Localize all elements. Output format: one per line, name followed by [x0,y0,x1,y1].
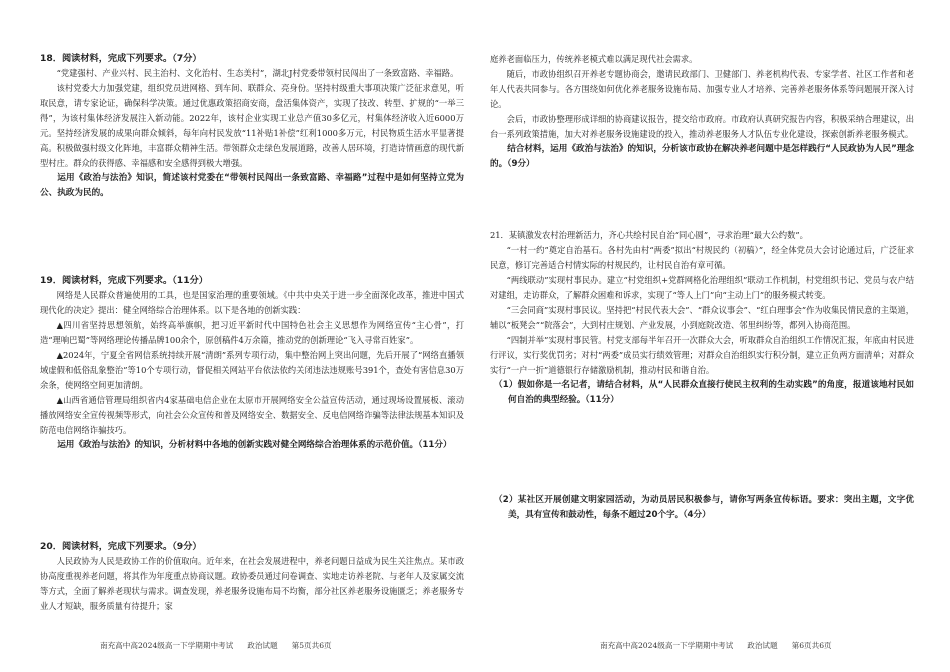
footer-school: 南充高中高2024级高一下学期期中考试 [600,641,734,650]
question-20-cont-para-3: 会后，市政协整理形成详细的协商建议报告，提交给市政府。市政府认真研究报告内容，积极采纳合理建议，出台一系列政策措施，加大对养老服务设施建设的投入，推动养老服务人才队伍专业化建设，探索创新养老服务模式。 [490,114,914,139]
question-21-para-3: “三会同商”实现村事民议。坚持把“村民代表大会”、“群众议事会”、“红白理事会”作为收集民情民意的主渠道，辅以“板凳会”“院落会”，大到村庄规划、产业发展，小到庭院改造、邻里纠纷等，都列入协商范围。 [490,305,914,330]
question-21-para-4: “四制并举”实现村事民管。村党支部每半年召开一次群众大会，听取群众自治组织工作情况汇报，年底由村民进行评议，实行奖优罚劣；对村“两委”成员实行绩效管理；对群众自治组织实行积分制，建立正负两方面清单；对群众实行“一户一折”道德银行存储激励机制，推动村民和谐自治。 [490,335,914,375]
question-21-part-2 [490,493,914,523]
question-21 [490,228,914,408]
right-page [490,0,914,672]
question-20-cont-para-2: 随后，市政协组织召开养老专题协商会，邀请民政部门、卫健部门、养老机构代表、专家学者、社区工作者和老年人代表共同参与。各方围绕如何优化养老服务设施布局、加强专业人才培养、完善养老服务体系等问题展开深入讨论。 [490,69,914,109]
question-19-title: 19．阅读材料，完成下列要求。（11分） [40,275,208,286]
question-20 [40,540,464,614]
question-21-sub-2: （2）某社区开展创建文明家园活动，为动员居民积极参与，请你写两条宣传标语。要求：突出主题，文字优美，具有宣传和鼓动性，每条不超过20个字。（4分） [494,495,914,520]
footer-page: 第6页共6页 [791,641,832,650]
question-20-continued [490,52,914,172]
left-page [40,0,464,672]
question-19-para-3: ▲2024年，宁夏全省网信系统持续开展“清朗”系列专项行动，集中整治网上突出问题，先后开展了“网络直播领域虚假和低俗乱象整治”等10个专项行动，督促相关网站平台依法依约关闭违法违规账号391个，查处有害信息30万余条，使网络空间更加清朗。 [40,350,464,390]
question-20-title: 20．阅读材料，完成下列要求。（9分） [40,541,202,552]
question-18-title: 18．阅读材料，完成下列要求。（7分） [40,53,202,64]
footer-page: 第5页共6页 [291,641,332,650]
question-19 [40,274,464,453]
question-18-para-1: “党建强村、产业兴村、民主治村、文化治村、生态美村”，湖北J村党委带领村民闯出了一条致富路、幸福路。 [56,68,459,78]
left-footer [100,640,346,651]
question-19-para-4: ▲山西省通信管理局组织省内4家基础电信企业在太原市开展网络安全公益宣传活动，通过现场设置展板、滚动播放网络安全宣传视频等形式，向社会公众宣传和普及网络安全、数据安全、反电信网络诈骗等法律法规基本知识及防范电信网络诈骗技巧。 [40,395,464,435]
question-18 [40,52,464,201]
question-18-para-2: 该村党委大力加强党建，组织党员进网格、到车间、联群众、亮身份。坚持村级重大事项决策广泛征求意见，听取民意，请专家论证，确保科学决策。通过优惠政策招商安商，盘活集体资产，实现了技改、转型、扩规的“一举三得”，为该村集体经济发展注入新动能。2022年，该村企业实现工业总产值30多亿元，村集体经济收入近6000万元。坚持经济发展的成果向群众倾斜，每年向村民发放“11补贴1补偿”红利1000多万元，村民物质生活水平显著提高。积极做强村级文化阵地，丰富群众精神生活。带领群众走绿色发展道路，改善人居环境，打造诗情画意的现代新型村庄。群众的获得感、幸福感和安全感得到极大增强。 [40,83,464,168]
question-19-para-1: 网络是人民群众普遍使用的工具，也是国家治理的重要领域。《中共中央关于进一步全面深化改革，推进中国式现代化的决定》提出：健全网络综合治理体系。以下是各地的创新实践： [40,290,464,315]
footer-subject: 政治试题 [747,641,778,650]
question-20-cont-para-1: 庭养老面临压力，传统养老模式难以满足现代社会需求。 [490,54,698,64]
question-21-title: 21．某镇激发农村治理新活力，齐心共绘村民自治“同心圆”，寻求治理“最大公约数”。 [490,230,808,240]
question-21-sub-1: （1）假如你是一名记者，请结合材料，从“人民群众直接行使民主权利的生动实践”的角度，报道该地村民如何自治的典型经验。（11分） [494,380,914,405]
footer-subject: 政治试题 [247,641,278,650]
right-footer [600,640,846,651]
question-20-para-1: 人民政协为人民是政协工作的价值取向。近年来，在社会发展进程中，养老问题日益成为民生关注焦点。某市政协高度重视养老问题，将其作为年度重点协商议题。政协委员通过问卷调查、实地走访养老院、与老年人及家属交流等方式，全面了解养老现状与需求。调查发现，养老服务设施布局不均衡，部分社区养老服务设施匮乏；养老服务专业人才短缺，服务质量有待提升；家 [40,556,464,611]
footer-school: 南充高中高2024级高一下学期期中考试 [100,641,234,650]
question-19-para-2: ▲四川省坚持思想领航，始终高举旗帜，把习近平新时代中国特色社会主义思想作为网络宣传“主心骨”，打造“理响巴蜀”等网络理论传播品牌100余个，原创稿件4万余篇，推动党的创新理论“飞入寻常百姓家”。 [40,320,464,345]
question-19-ask: 运用《政治与法治》的知识，分析材料中各地的创新实践对健全网络综合治理体系的示范价值。（11分） [57,440,452,450]
question-20-ask: 结合材料，运用《政治与法治》的知识，分析该市政协在解决养老问题中是怎样践行“人民政协为人民”理念的。（9分） [490,144,914,169]
question-18-ask: 运用《政治与法治》知识，简述该村党委在“带领村民闯出一条致富路、幸福路”过程中是如何坚持立党为公、执政为民的。 [40,173,464,198]
question-21-para-2: “两线联动”实现村事民办。建立“村党组织+党群网格化治理组织”联动工作机制，村党组织书记、党员与农户结对建组，走访群众，了解群众困难和诉求，实现了“等人上门”向“主动上门”的服务模式转变。 [490,275,914,300]
question-21-para-1: “一村一约”奠定自治基石。各村先由村“两委”拟出“村规民约（初稿）”，经全体党员大会讨论通过后，广泛征求民意，修订完善适合村情实际的村规民约，让村民自治有章可循。 [490,245,914,270]
